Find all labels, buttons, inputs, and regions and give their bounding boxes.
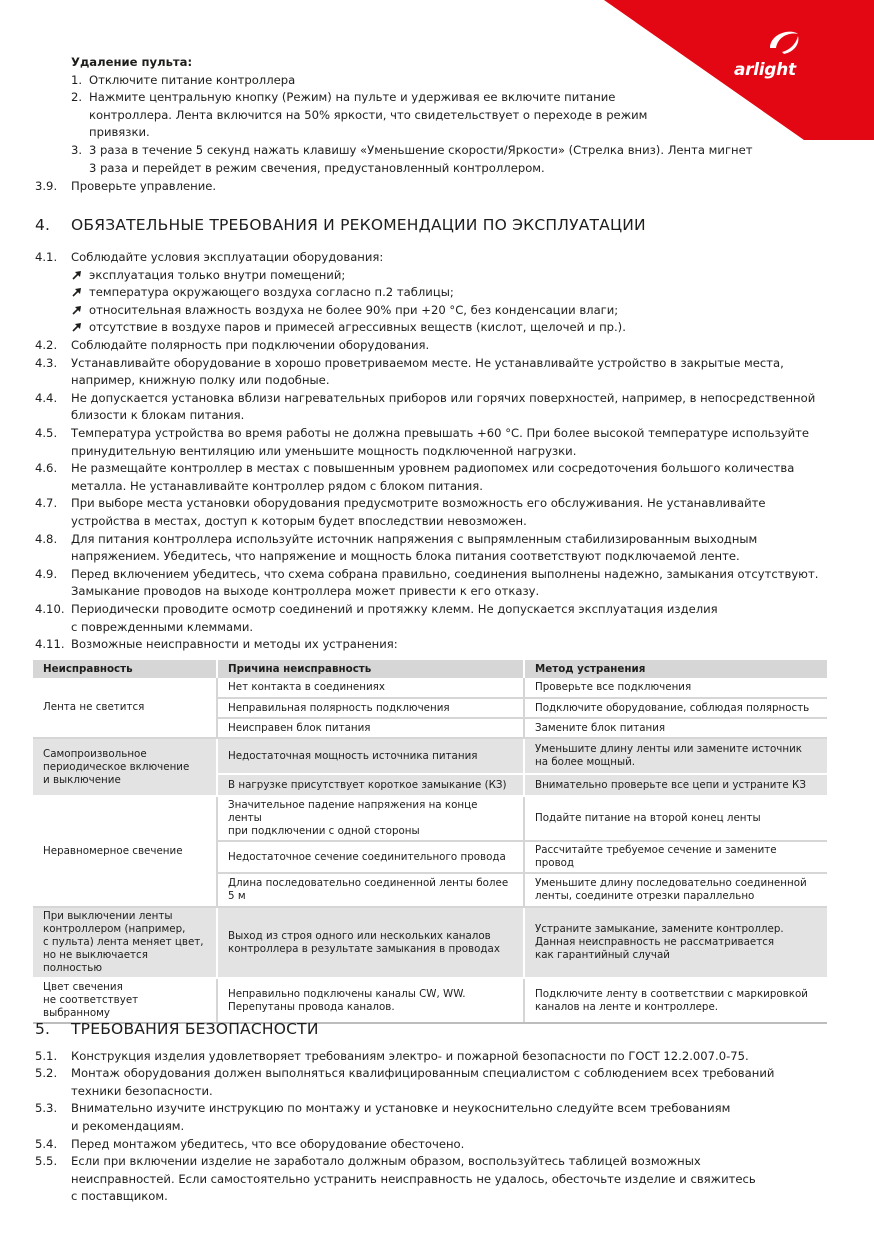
item-text: Проверьте управление. bbox=[71, 179, 217, 193]
item-number: 5.1. bbox=[35, 1048, 58, 1063]
item-line: неисправностей. Если самостоятельно устранить неисправность не удалось, обесточьте изделие и свяжитесь bbox=[71, 1171, 756, 1186]
item-line: Периодически проводите осмотр соединений и протяжку клемм. Не допускается эксплуатация изделия bbox=[71, 602, 718, 616]
table-row bbox=[33, 738, 827, 774]
item-line: 3 раза и перейдет в режим свечения, предустановленный контроллером. bbox=[89, 160, 545, 175]
item-line: с поврежденными клеммами. bbox=[71, 619, 254, 634]
fix-cell: Подключите ленту в соответствии с маркировкой каналов на ленте и контроллере. bbox=[524, 978, 827, 1023]
item-line: Перед монтажом убедитесь, что все оборудование обесточено. bbox=[71, 1136, 465, 1151]
item-line: Замыкание проводов на выходе контроллера может привести к его отказу. bbox=[71, 584, 540, 599]
item-number: 5.4. bbox=[35, 1136, 58, 1151]
item-number: 4.10. bbox=[35, 602, 65, 616]
cause-cell: Неправильная полярность подключения bbox=[217, 698, 524, 718]
item-line: Для питания контроллера используйте источник напряжения с выпрямленным стабилизированным выходным bbox=[71, 531, 758, 546]
item-line: напряжением. Убедитесь, что напряжение и мощность блока питания соответствуют подключаемой ленте. bbox=[71, 549, 740, 564]
item-number: 5.5. bbox=[35, 1154, 58, 1169]
item-line: устройства в местах, доступ к которым будет впоследствии невозможен. bbox=[71, 514, 527, 528]
table-row bbox=[33, 678, 827, 698]
cause-cell: Длина последовательно соединенной ленты более 5 м bbox=[217, 873, 524, 907]
item-line: контроллера. Лента включится на 50% яркости, что свидетельствует о переходе в режим bbox=[89, 107, 648, 122]
item-number: 3. bbox=[71, 142, 83, 157]
item-number: 4.7. bbox=[35, 496, 58, 511]
item-line: Отключите питание контроллера bbox=[89, 72, 296, 87]
item-number: 4.3. bbox=[35, 355, 58, 370]
fault-cell: Самопроизвольное периодическое включение и выключение bbox=[33, 738, 217, 796]
item-line: Устанавливайте оборудование в хорошо проветриваемом месте. Не устанавливайте устройство в закрытые места, bbox=[71, 355, 784, 370]
cause-cell: Недостаточная мощность источника питания bbox=[217, 738, 524, 774]
table-row bbox=[33, 978, 827, 1023]
table-row bbox=[33, 907, 827, 978]
item-number: 4.4. bbox=[35, 390, 58, 405]
logo-text: arlight bbox=[734, 60, 796, 80]
item-number: 2. bbox=[71, 90, 83, 105]
item-line: с поставщиком. bbox=[71, 1189, 168, 1204]
fix-cell: Подайте питание на второй конец ленты bbox=[524, 796, 827, 841]
item-line: близости к блокам питания. bbox=[71, 408, 245, 423]
arrow-bullet-icon bbox=[71, 269, 83, 281]
removal-heading: Удаление пульта: bbox=[71, 55, 193, 69]
arlight-swoosh-icon bbox=[764, 26, 804, 56]
item-number: 1. bbox=[71, 72, 83, 87]
fix-cell: Устраните замыкание, замените контроллер. Данная неисправность не рассматривается как гарантийный случай bbox=[524, 907, 827, 978]
section-number: 5. bbox=[35, 1020, 51, 1038]
item-line: Если при включении изделие не заработало должным образом, воспользуйтесь таблицей возможных bbox=[71, 1154, 701, 1169]
fix-cell: Уменьшите длину ленты или замените источник на более мощный. bbox=[524, 738, 827, 774]
table-header: Причина неисправность bbox=[217, 660, 524, 678]
condition-item: эксплуатация только внутри помещений; bbox=[89, 267, 346, 282]
fix-cell: Подключите оборудование, соблюдая полярность bbox=[524, 698, 827, 718]
fault-cell: Цвет свечения не соответствует выбранному bbox=[33, 978, 217, 1023]
fix-cell: Рассчитайте требуемое сечение и замените провод bbox=[524, 841, 827, 873]
table-row bbox=[33, 796, 827, 841]
item-number: 4.11. bbox=[35, 637, 65, 652]
item-number: 3.9. bbox=[35, 179, 58, 193]
item-number: 4.6. bbox=[35, 461, 58, 476]
arlight-logo bbox=[734, 26, 834, 86]
item-number: 4.8. bbox=[35, 531, 58, 546]
item-line: Соблюдайте условия эксплуатации оборудования: bbox=[71, 250, 384, 264]
item-line: При выборе места установки оборудования предусмотрите возможность его обслуживания. Не устанавливайте bbox=[71, 496, 766, 511]
cause-cell: Выход из строя одного или нескольких каналов контроллера в результате замыкания в проводах bbox=[217, 907, 524, 978]
cause-cell: В нагрузке присутствует короткое замыкание (КЗ) bbox=[217, 774, 524, 796]
arrow-bullet-icon bbox=[71, 286, 83, 298]
fault-cell: Лента не светится bbox=[33, 678, 217, 738]
item-number: 4.9. bbox=[35, 566, 58, 581]
item-line: техники безопасности. bbox=[71, 1083, 213, 1098]
cause-cell: Неисправен блок питания bbox=[217, 718, 524, 738]
item-line: Нажмите центральную кнопку (Режим) на пульте и удерживая ее включите питание bbox=[89, 90, 616, 105]
arrow-bullet-icon bbox=[71, 304, 83, 316]
table-header-row bbox=[33, 660, 827, 678]
item-line: принудительную вентиляцию или уменьшите мощность подключенной нагрузки. bbox=[71, 443, 577, 458]
item-line: Температура устройства во время работы не должна превышать +60 °С. При более высокой температуре используйте bbox=[71, 426, 810, 440]
table-header: Метод устранения bbox=[524, 660, 827, 678]
item-number: 4.5. bbox=[35, 426, 58, 440]
fix-cell: Уменьшите длину последовательно соединенной ленты, соедините отрезки параллельно bbox=[524, 873, 827, 907]
condition-item: отсутствие в воздухе паров и примесей агрессивных веществ (кислот, щелочей и пр.). bbox=[89, 320, 626, 335]
item-number: 5.2. bbox=[35, 1066, 58, 1081]
item-line: 3 раза в течение 5 секунд нажать клавишу «Уменьшение скорости/Яркости» (Стрелка вниз). Лента мигнет bbox=[89, 142, 753, 157]
item-line: Конструкция изделия удовлетворяет требованиям электро- и пожарной безопасности по ГОСТ 12.2.007.0-75. bbox=[71, 1048, 749, 1063]
cause-cell: Недостаточное сечение соединительного провода bbox=[217, 841, 524, 873]
item-line: Соблюдайте полярность при подключении оборудования. bbox=[71, 338, 430, 352]
item-number: 5.3. bbox=[35, 1101, 58, 1116]
fix-cell: Проверьте все подключения bbox=[524, 678, 827, 698]
section-number: 4. bbox=[35, 216, 51, 234]
item-line: Не размещайте контроллер в местах с повышенным уровнем радиопомех или сосредоточения большого количества bbox=[71, 461, 795, 476]
fault-cell: При выключении ленты контроллером (например, с пульта) лента меняет цвет, но не выключается полностью bbox=[33, 907, 217, 978]
arrow-bullet-icon bbox=[71, 321, 83, 333]
item-line: например, книжную полку или подобные. bbox=[71, 373, 330, 388]
item-line: Возможные неисправности и методы их устранения: bbox=[71, 637, 398, 652]
item-line: Монтаж оборудования должен выполняться квалифицированным специалистом с соблюдением всех требований bbox=[71, 1066, 775, 1081]
section-title: ТРЕБОВАНИЯ БЕЗОПАСНОСТИ bbox=[71, 1020, 319, 1038]
table-header: Неисправность bbox=[33, 660, 217, 678]
condition-item: температура окружающего воздуха согласно п.2 таблицы; bbox=[89, 285, 454, 300]
item-line: Не допускается установка вблизи нагревательных приборов или горячих поверхностей, например, в непосредственной bbox=[71, 390, 816, 405]
item-line: Перед включением убедитесь, что схема собрана правильно, соединения выполнены надежно, замыкания отсутствуют. bbox=[71, 566, 819, 581]
item-number: 4.2. bbox=[35, 338, 58, 352]
item-line: Внимательно изучите инструкцию по монтажу и установке и неукоснительно следуйте всем требованиям bbox=[71, 1101, 731, 1116]
condition-item: относительная влажность воздуха не более 90% при +20 °C, без конденсации влаги; bbox=[89, 302, 619, 317]
item-line: металла. Не устанавливайте контроллер рядом с блоком питания. bbox=[71, 478, 483, 493]
fix-cell: Внимательно проверьте все цепи и устраните КЗ bbox=[524, 774, 827, 796]
cause-cell: Нет контакта в соединениях bbox=[217, 678, 524, 698]
fault-cell: Неравномерное свечение bbox=[33, 796, 217, 907]
item-number: 4.1. bbox=[35, 250, 58, 264]
cause-cell: Неправильно подключены каналы CW, WW. Перепутаны провода каналов. bbox=[217, 978, 524, 1023]
section-title: ОБЯЗАТЕЛЬНЫЕ ТРЕБОВАНИЯ И РЕКОМЕНДАЦИИ ПО ЭКСПЛУАТАЦИИ bbox=[71, 216, 646, 234]
item-line: привязки. bbox=[89, 125, 150, 140]
cause-cell: Значительное падение напряжения на конце ленты при подключении с одной стороны bbox=[217, 796, 524, 841]
item-line: и рекомендациям. bbox=[71, 1118, 185, 1133]
faults-table bbox=[33, 660, 827, 1024]
fix-cell: Замените блок питания bbox=[524, 718, 827, 738]
